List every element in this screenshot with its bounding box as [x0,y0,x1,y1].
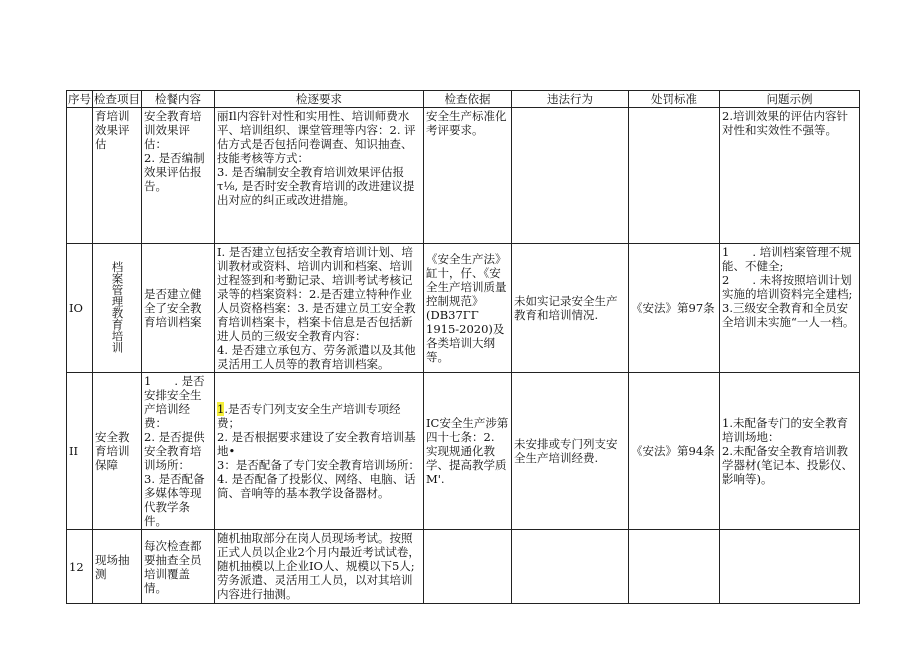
cell-no: II [67,373,93,530]
cell-requirements [215,108,424,244]
cell-requirements [215,244,424,373]
table-row [67,244,860,373]
highlight-mark: 1 [217,402,225,416]
header-requirements: 检逐要求 [215,91,424,108]
table-row [67,108,860,244]
cell-line: I. 是否建立包括安全教育培训计划、培训教材或资料、培训内训和档案、培训过程签到和考勤记录、培训考试考核记录等的档案资料：2.是否建立特种作业人员资格档案：3. 是否建立员工安全教育培训档案卡，档案卡信息是否包括新进人员的三级安全教育内容： [217,245,416,343]
cell-no [67,108,93,244]
cell-violation [512,108,629,244]
cell-violation [512,530,629,604]
header-example: 问题示例 [720,91,860,108]
cell-requirements [215,530,424,604]
cell-penalty [629,530,720,604]
cell-basis [424,530,512,604]
header-row [67,91,860,108]
cell-example [720,108,860,244]
cell-line: 1 . 是否安排安全生产培训经费： [144,374,205,430]
cell-no: IO [67,244,93,373]
cell-line: 3：是否配备了专门安全教育培训场所： [217,458,420,472]
cell-violation: 未安排或专门列支安全生产培训经费. [512,373,629,530]
cell-violation: 未如实记录安全生产教育和培训情况. [512,244,629,373]
header-content: 检餐内容 [142,91,215,108]
cell-penalty: 《安法》第94条 [629,373,720,530]
cell-content [142,530,215,604]
cell-line: 每次检查都要抽查全员培训覆盖情。 [144,538,202,595]
cell-line: 2. 是否根据要求建设了安全教育培训基地• [217,430,416,458]
cell-line-text: .是否专门列支安全生产培训专项经费； [217,402,401,430]
cell-basis: IC安全生产涉第四十七条：2. 实现规通化教学、提高教学质M'. [424,373,512,530]
cell-line: 丽Il内容针对性和实用性、培训师费水平、培训组织、课堂管理等内容：2. 评估方式是否包括问卷调查、知识抽查、技能考核等方式： [217,109,416,165]
header-penalty: 处罚标准 [629,91,720,108]
inspection-table [66,90,860,604]
cell-basis: 《安全生产法》缸十，仔、《安全生产培训质量控制规范》(DB37ΓΓ 1915-2020)及各类培训大纲等。 [424,244,512,373]
cell-example [720,244,860,373]
cell-item-vertical: 档案管理教育培训 [110,260,125,353]
header-violation: 违法行为 [512,91,629,108]
cell-line [217,402,421,430]
cell-content [142,108,215,244]
cell-example [720,373,860,530]
cell-content [142,244,215,373]
cell-line: 1 . 培训档案管理不规能、不健全; [722,245,852,273]
cell-line: 3. 是否配备多媒体等现代教学条件。 [144,472,205,528]
cell-item [93,244,142,373]
cell-line: 3. 是否编制安全教育培训效果评估报τ⅛, 是否时安全教育培训的改进建议提出对应的纠正或改进措施。 [217,165,415,207]
table-row [67,373,860,530]
cell-requirements [215,373,424,530]
cell-line: 2. 是否提供安全教育培训场所： [144,430,205,472]
cell-penalty: 《安法》第97条 [629,244,720,373]
cell-line: 1.未配备专门的安全教育培训场地： [722,416,848,444]
cell-line: 是否建立健全了安全教育培训档案 [144,287,202,329]
cell-line: 随机抽取部分在岗人员现场考试。按照正式人员以企业2个月内最近考试试卷，随机抽模以上企业IO人、规模以下5人;劳务派遣、灵活用工人员，以对其培训内容进行抽测。 [217,531,420,601]
cell-basis: 安全生产标准化考评要求。 [424,108,512,244]
cell-line: 2. 是否编制效果评估报告。 [144,151,205,193]
cell-example [720,530,860,604]
header-no: 序号 [68,92,91,106]
cell-item: 育培训效果评估 [93,108,142,244]
cell-line: 4. 是否配备了投影仪、网络、电脑、话筒、音响等的基本教学设备器材。 [217,472,416,500]
cell-line: 2.未配备安全教育培训教学器材(笔记本、投影仪、影响等)。 [722,444,853,486]
cell-line: 安全教育培训效果评估： [144,109,202,151]
cell-line: 2.培训效果的评估内容针对性和实效性不强等。 [722,109,848,137]
cell-item: 现场抽测 [93,530,142,604]
header-item: 检查项目 [94,92,140,106]
cell-line: 2 . 未将按照培训计划实施的培训资料完全建档; [722,273,853,301]
cell-line: 3.三级安全教育和全员安全培训未实施“一人一档。 [722,301,855,329]
cell-line: 4. 是否建立承包方、劳务派遣以及其他灵活用工人员等的教育培训档案。 [217,343,416,371]
table-row [67,530,860,604]
cell-content [142,373,215,530]
cell-item: 安全教育培训保障 [93,373,142,530]
cell-no: 12 [67,530,93,604]
cell-penalty [629,108,720,244]
header-basis: 检查依据 [424,91,512,108]
